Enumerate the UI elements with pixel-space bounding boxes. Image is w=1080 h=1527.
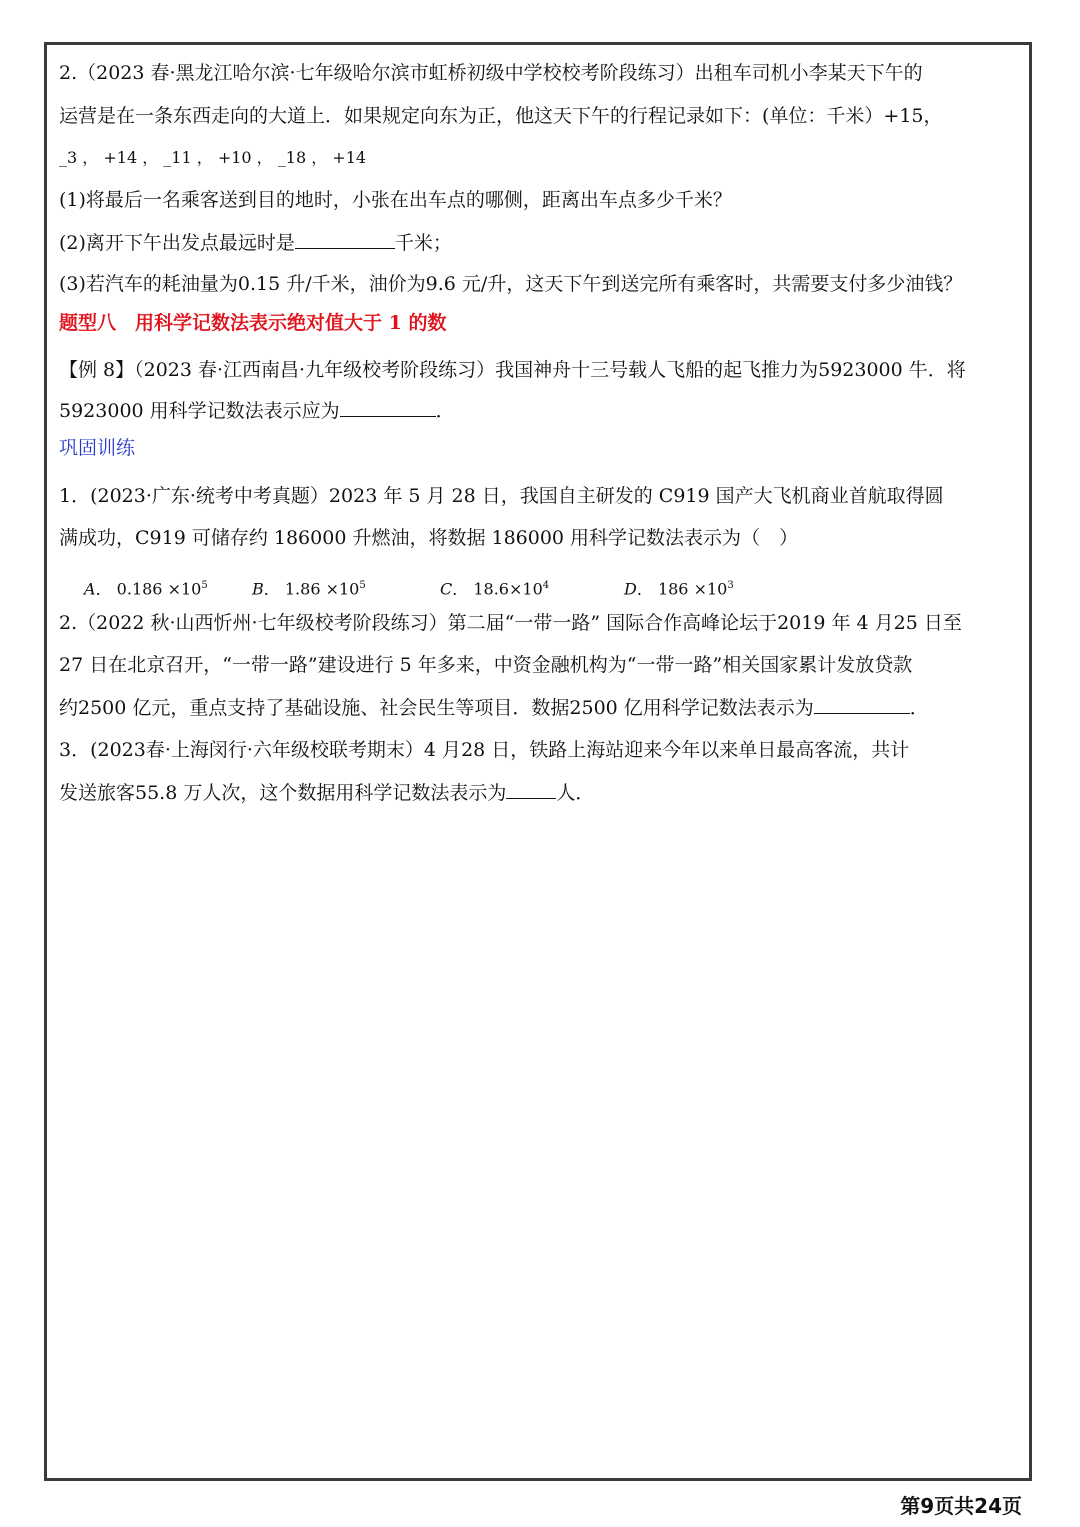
example8-text: 5923000 用科学记数法表示应为 xyxy=(59,400,340,422)
option-d[interactable]: D． $186 \times 10^3$ xyxy=(624,579,734,599)
practice3-text: 发送旅客55.8 万人次，这个数据用科学记数法表示为 xyxy=(59,782,507,804)
answer-blank[interactable] xyxy=(814,695,910,714)
choice-options xyxy=(84,574,734,601)
problem2-question2 xyxy=(59,230,452,255)
practice1-line2: 满成功，C919 可储存约 186000 升燃油，将数据 186000 用科学记数法表示为（ ） xyxy=(59,527,799,549)
option-b[interactable]: B． $1.86 \times 10^5$ xyxy=(252,579,366,599)
section-heading: 题型八 用科学记数法表示绝对值大于 1 的数 xyxy=(59,312,447,334)
problem2-line2: 运营是在一条东西走向的大道上．如果规定向东为正，他这天下午的行程记录如下：(单位：千米）+15， xyxy=(59,105,943,127)
problem2-question3: (3)若汽车的耗油量为0.15 升/千米，油价为9.6 元/升，这天下午到送完所有乘客时，共需要支付多少油钱？ xyxy=(59,273,963,295)
practice1-line1: 1．(2023·广东·统考中考真题）2023 年 5 月 28 日，我国自主研发的 C919 国产大飞机商业首航取得圆 xyxy=(59,485,944,507)
practice3-line2 xyxy=(59,780,594,805)
question2-text: (2)离开下午出发点最远时是 xyxy=(59,232,295,254)
answer-blank[interactable] xyxy=(506,780,556,799)
problem2-line1: 2.（2023 春·黑龙江哈尔滨·七年级哈尔滨市虹桥初级中学校校考阶段练习）出租车司机小李某天下午的 xyxy=(59,62,923,84)
practice3-unit: 人． xyxy=(556,782,595,804)
practice2-line3 xyxy=(59,695,929,720)
option-c[interactable]: C． $18.6\times 10^4$ xyxy=(440,579,550,599)
answer-blank[interactable] xyxy=(295,230,395,249)
problem2-question1: (1)将最后一名乘客送到目的地时，小张在出车点的哪侧，距离出车点多少千米？ xyxy=(59,189,732,211)
practice2-text: 约2500 亿元，重点支持了基础设施、社会民生等项目．数据2500 亿用科学记数法表示为 xyxy=(59,697,814,719)
answer-blank[interactable] xyxy=(340,398,436,417)
example8-line2 xyxy=(59,398,455,423)
example8-period: ． xyxy=(435,400,455,422)
practice-heading: 巩固训练 xyxy=(59,437,136,459)
page-number: 第9页共24页 xyxy=(900,1494,1022,1518)
question2-unit: 千米； xyxy=(394,232,452,254)
practice2-line1: 2.（2022 秋·山西忻州·七年级校考阶段练习）第二届“一带一路” 国际合作高峰论坛于2019 年 4 月25 日至 xyxy=(59,612,962,634)
practice3-line1: 3．(2023春·上海闵行·六年级校联考期末）4 月28 日，铁路上海站迎来今年以来单日最高客流，共计 xyxy=(59,739,910,761)
practice2-line2: 27 日在北京召开，“一带一路”建设进行 5 年多来，中资金融机构为“一带一路”相关国家累计发放贷款 xyxy=(59,654,913,676)
problem2-line3: _3 ， +14 ， _11 ， +10 ， _18 ， +14 xyxy=(59,148,367,167)
practice2-period: ． xyxy=(909,697,929,719)
example8-line1: 【例 8】（2023 春·江西南昌·九年级校考阶段练习）我国神舟十三号载人飞船的起飞推力为5923000 牛．将 xyxy=(59,359,966,381)
option-a[interactable]: A． $0.186 \times 10^5$ xyxy=(84,579,208,599)
